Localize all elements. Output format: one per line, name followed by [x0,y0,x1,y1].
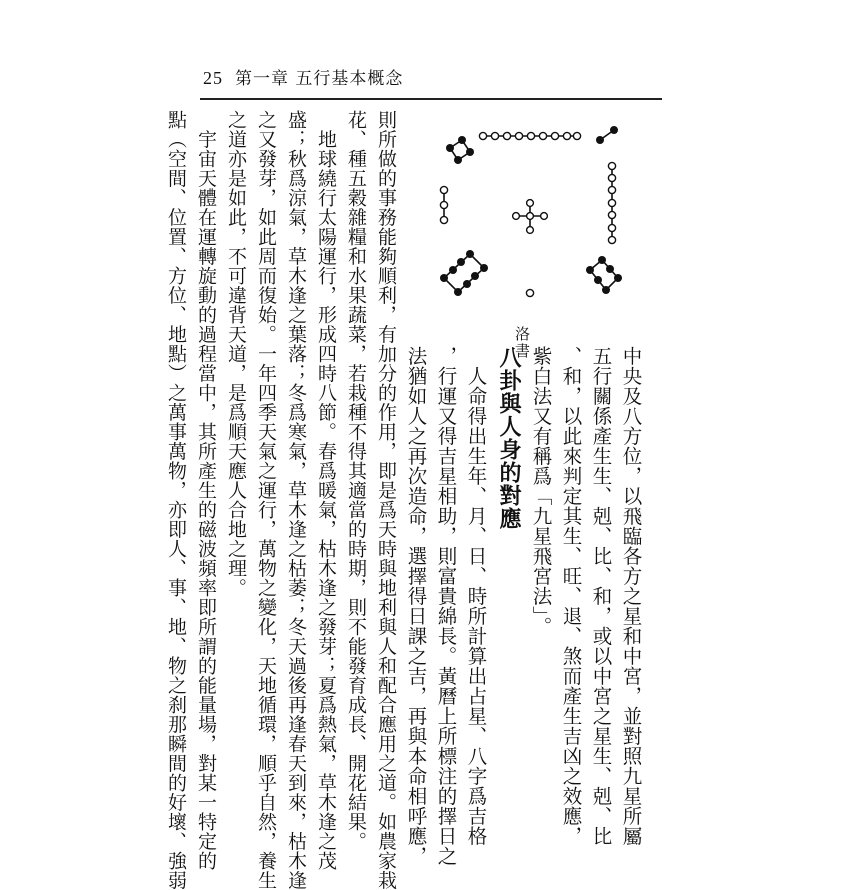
section-heading: 八卦與人身的對應 [496,346,522,530]
text-column: 人命得出生年、月、日、時所計算出占星、八字爲吉格 [464,346,488,846]
text-column: 地球繞行太陽運行，形成四時八節。春爲暖氣，枯木逢之發芽；夏爲熱氣，草木逢之茂 [315,110,337,871]
text-column: 之道亦是如此，不可違背天道，是爲順天應人合地之理。 [225,110,247,598]
text-column: 之又發芽，如此周而復始。一年四季天氣之運行，萬物之變化，天地循環，順乎自然，養生 [255,110,277,890]
page-number: 25 [203,68,223,88]
text-column: 中央及八方位，以飛臨各方之星和中宮，並對照九星所屬 [619,346,643,846]
header-rule [200,98,662,100]
text-column: 宇宙天體在運轉旋動的過程當中，其所產生的磁波頻率即所謂的能量場，對某一特定的 [195,110,217,871]
chapter-title: 第一章 五行基本概念 [235,69,404,89]
figure-caption: 洛書 [513,326,531,360]
text-column: 則所做的事務能夠順利，有加分的作用，即是爲天時與地利與人和配合應用之道。如農家栽 [375,110,397,890]
text-column: 、和，以此來判定其生、旺、退、煞而產生吉凶之效應， [559,346,583,846]
text-column: 盛；秋爲涼氣，草木逢之葉落；冬爲寒氣，草木逢之枯萎；冬天過後再逢春天到來，枯木逢 [285,110,307,890]
text-column: 花、種五穀雜糧和水果蔬菜，若栽種不得其適當的時期，則不能發育成長、開花結果。 [345,110,367,851]
text-column: 紫白法又有稱爲「九星飛宮法」。 [529,346,553,637]
text-column: ，行運又得吉星相助，則富貴綿長。黃曆上所標注的擇日之 [434,346,458,866]
text-column: 法猶如人之再次造命，選擇得日課之吉，再與本命相呼應， [404,346,428,866]
luoshu-diagram [430,118,630,313]
page-header [203,64,403,89]
text-column: 點（空間、位置、方位、地點）之萬事萬物，亦即人、事、地、物之刹那瞬間的好壞、強弱 [165,110,187,890]
text-column: 五行關係產生生、剋、比、和，或以中宮之星生、剋、比 [589,346,613,846]
